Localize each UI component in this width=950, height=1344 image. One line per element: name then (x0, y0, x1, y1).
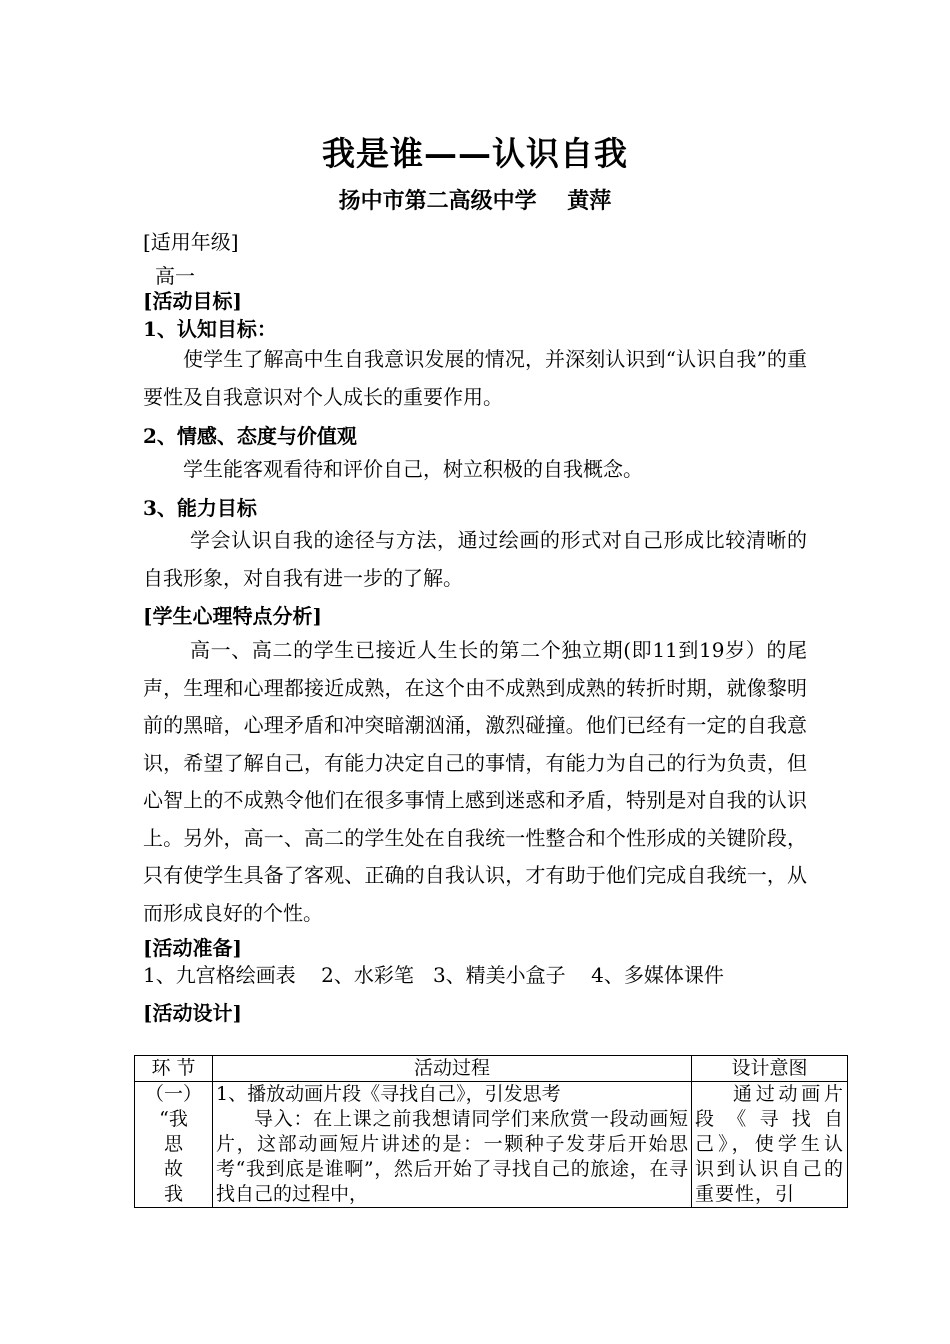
stage-line: 故 (163, 1158, 183, 1180)
analysis-text: 高一、高二的学生已接近人生长的第二个独立期(即11到19岁）的尾声，生理和心理都接近成熟，在这个由不成熟到成熟的转折时期，就像黎明前的黑暗，心理矛盾和冲突暗潮汹涌，激烈碰撞。他们已经有一定的自我意识，希望了解自己，有能力决定自己的事情，有能力为自己的行为负责，但心智上的不成熟令他们在很多事情上感到迷惑和矛盾，特别是对自我的认识上。另外，高一、高二的学生处在自我统一性整合和个性形成的关键阶段，只有使学生具备了客观、正确的自我认识，才有助于他们完成自我统一，从而形成良好的个性。 (143, 638, 807, 925)
process-line1: 1、播放动画片段《寻找自己》，引发思考 (216, 1083, 561, 1105)
design-heading: [活动设计] (143, 1001, 242, 1025)
grade-value: 高一 (155, 264, 195, 288)
stage-line: 思 (163, 1133, 183, 1155)
grade-heading: [适用年级] (143, 230, 239, 254)
stage-cell (135, 1082, 213, 1208)
goal3-text: 学会认识自我的途径与方法，通过绘画的形式对自己形成比较清晰的自我形象，对自我有进一步的了解。 (143, 528, 807, 590)
page-subtitle: 扬中市第二高级中学 黄萍 (338, 188, 612, 214)
prep-heading: [活动准备] (143, 936, 242, 960)
process-cell (213, 1082, 692, 1208)
activity-design-table (134, 1055, 848, 1208)
prep-items: 1、九宫格绘画表 2、水彩笔 3、精美小盒子 4、多媒体课件 (143, 963, 724, 987)
goal2-heading: 2、情感、态度与价值观 (143, 424, 357, 448)
header-process: 活动过程 (213, 1056, 692, 1082)
process-text: 导入：在上课之前我想请同学们来欣赏一段动画短片，这部动画短片讲述的是：一颗种子发芽后开始思考“我到底是谁啊”，然后开始了寻找自己的旅途，在寻找自己的过程中， (216, 1108, 688, 1205)
page-title: 我是谁——认识自我 (322, 134, 628, 173)
goal1-text: 使学生了解高中生自我意识发展的情况，并深刻认识到“认识自我”的重要性及自我意识对个人成长的重要作用。 (143, 347, 807, 409)
goals-heading: [活动目标] (143, 289, 242, 313)
header-stage: 环 节 (135, 1056, 213, 1082)
stage-line: 我 (163, 1183, 183, 1205)
goal1-heading: 1、认知目标： (143, 317, 277, 341)
table-row (135, 1082, 848, 1208)
header-intent: 设计意图 (692, 1056, 848, 1082)
stage-line: “我 (159, 1108, 188, 1130)
goal3-heading: 3、能力目标 (143, 496, 257, 520)
intent-cell (692, 1082, 848, 1208)
stage-line: （一） (144, 1083, 202, 1105)
goal2-text: 学生能客观看待和评价自己，树立积极的自我概念。 (183, 457, 643, 481)
table-header-row (135, 1056, 848, 1082)
analysis-heading: [学生心理特点分析] (143, 604, 322, 628)
intent-text: 通过动画片段《寻找自己》，使学生认识到认识自己的重要性，引 (695, 1083, 844, 1205)
